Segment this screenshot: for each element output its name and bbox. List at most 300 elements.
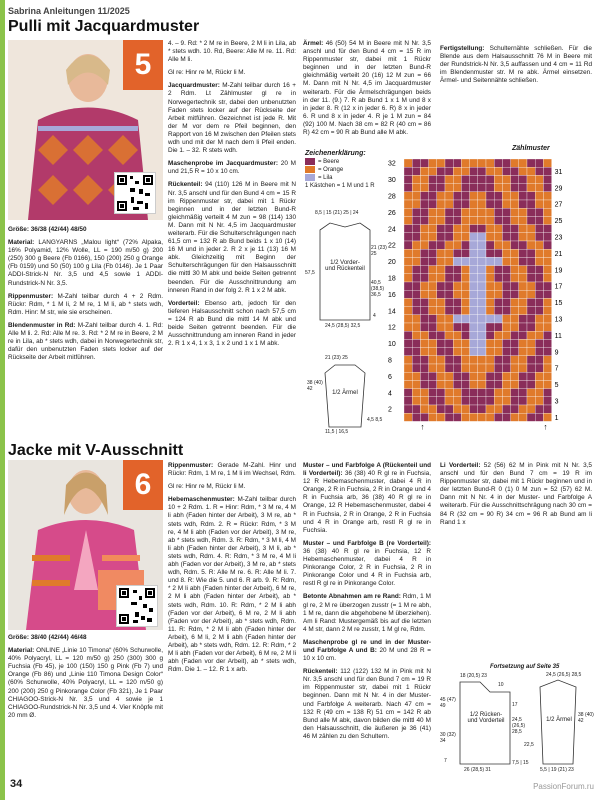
chart-cell	[470, 389, 478, 397]
dim6-12: 5,5 | 19 (21) 23	[540, 767, 574, 773]
chart-cell	[461, 339, 469, 347]
chart-cell	[486, 208, 494, 216]
legend-orange: = Orange	[305, 166, 385, 174]
chart-cell	[478, 192, 486, 200]
chart-cell	[453, 364, 461, 372]
chart-cell	[502, 290, 510, 298]
chart-cell	[527, 389, 535, 397]
chart-cell	[445, 372, 453, 380]
chart-cell	[437, 339, 445, 347]
chart-cell	[453, 266, 461, 274]
chart-cell	[445, 282, 453, 290]
chart-cell	[511, 257, 519, 265]
chart-cell	[453, 339, 461, 347]
chart-cell	[535, 405, 543, 413]
chart-cell	[420, 241, 428, 249]
chart-cell	[494, 184, 502, 192]
chart-cell	[429, 364, 437, 372]
chart-cell	[420, 298, 428, 306]
chart-cell	[404, 184, 412, 192]
project6-number-badge: 6	[123, 460, 163, 510]
chart-cell	[445, 167, 453, 175]
chart-cell	[420, 348, 428, 356]
chart-cell	[404, 290, 412, 298]
chart-cell	[478, 184, 486, 192]
chart-cell	[543, 175, 551, 183]
chart-cell	[445, 257, 453, 265]
chart-cell	[511, 339, 519, 347]
chart-cell	[404, 413, 412, 421]
chart-cell	[470, 282, 478, 290]
chart-cell	[502, 266, 510, 274]
chart-cell	[543, 241, 551, 249]
schematic6-sleeve-label: 1/2 Ärmel	[546, 717, 572, 723]
chart-cell	[543, 397, 551, 405]
chart-cell	[478, 315, 486, 323]
chart-cell	[527, 282, 535, 290]
chart-cell	[511, 249, 519, 257]
page-number: 34	[10, 778, 23, 790]
dim6-7: 7	[444, 758, 447, 764]
chart-cell	[470, 315, 478, 323]
chart-cell	[527, 266, 535, 274]
chart-cell	[486, 323, 494, 331]
chart-cell	[502, 200, 510, 208]
chart-cell	[502, 307, 510, 315]
chart-cell	[527, 175, 535, 183]
chart-cell	[404, 315, 412, 323]
chart-cell	[445, 175, 453, 183]
chart-row-label-left: 26	[388, 209, 396, 217]
chart-cell	[412, 389, 420, 397]
chart-cell	[404, 192, 412, 200]
chart-cell	[453, 405, 461, 413]
chart-cell	[494, 372, 502, 380]
chart-cell	[429, 175, 437, 183]
chart-cell	[412, 405, 420, 413]
dim6-4: 17	[512, 702, 518, 708]
chart-cell	[404, 339, 412, 347]
chart-cell	[470, 298, 478, 306]
chart-cell	[470, 159, 478, 167]
chart-cell	[511, 380, 519, 388]
chart-cell	[461, 192, 469, 200]
chart-cell	[478, 257, 486, 265]
chart-cell	[478, 339, 486, 347]
swatch-orange	[305, 166, 315, 173]
dim6-5: 24,5 (26,5) 28,5	[512, 717, 526, 735]
chart-cell	[420, 216, 428, 224]
chart-row-label-left: 10	[388, 341, 396, 349]
chart-cell	[445, 159, 453, 167]
chart-cell	[437, 397, 445, 405]
project6-mfb: Muster – und Farbfolge B (re Vorderteil): 36 (38) 40 R gl re in Fuchsia, 12 R Hebemaschenmuster, dabei 4 R in Pinkorange Color, 2 R in Fuchsia, 2 R in Pinkorange Color und 4 R in Fuchsia arb, restl R gl re in Pinkorange Color.	[303, 539, 431, 588]
chart-cell	[429, 405, 437, 413]
chart-cell	[494, 331, 502, 339]
chart-cell	[478, 364, 486, 372]
chart-cell	[461, 405, 469, 413]
chart-cell	[453, 167, 461, 175]
chart-cell	[486, 389, 494, 397]
chart-cell	[470, 413, 478, 421]
chart-cell	[453, 413, 461, 421]
chart-cell	[494, 233, 502, 241]
chart-cell	[527, 323, 535, 331]
chart-cell	[543, 257, 551, 265]
chart-cell	[519, 282, 527, 290]
chart-cell	[429, 389, 437, 397]
chart-cell	[437, 266, 445, 274]
chart-cell	[543, 405, 551, 413]
chart-cell	[470, 175, 478, 183]
chart-cell	[527, 380, 535, 388]
chart-cell	[429, 307, 437, 315]
chart-cell	[543, 389, 551, 397]
chart-cell	[420, 266, 428, 274]
chart-cell	[470, 200, 478, 208]
chart-row-label-left: 18	[388, 275, 396, 283]
chart-cell	[470, 257, 478, 265]
chart-cell	[494, 405, 502, 413]
chart-cell	[519, 192, 527, 200]
chart-cell	[420, 339, 428, 347]
chart-cell	[429, 159, 437, 167]
chart-cell	[470, 372, 478, 380]
chart-cell	[502, 233, 510, 241]
chart-cell	[437, 208, 445, 216]
chart-cell	[519, 167, 527, 175]
chart-cell	[502, 175, 510, 183]
project6-glatt: Gl re: Hinr re M, Rückr li M.	[168, 483, 246, 491]
chart-cell	[511, 397, 519, 405]
chart-cell	[404, 348, 412, 356]
chart-cell	[527, 274, 535, 282]
chart-cell	[543, 200, 551, 208]
chart-cell	[437, 184, 445, 192]
project5-qr-code[interactable]	[114, 172, 156, 214]
chart-row-label-right: 11	[554, 332, 562, 340]
chart-cell	[412, 339, 420, 347]
chart-cell	[437, 323, 445, 331]
chart-title: Zählmuster	[512, 145, 550, 152]
chart-cell	[453, 290, 461, 298]
chart-cell	[511, 241, 519, 249]
chart-row-label-left: 4	[388, 390, 392, 398]
chart-cell	[494, 249, 502, 257]
chart-cell	[486, 282, 494, 290]
dim6-2: 10	[498, 682, 504, 688]
chart-cell	[420, 257, 428, 265]
chart-cell	[420, 356, 428, 364]
chart-cell	[502, 167, 510, 175]
chart-cell	[486, 175, 494, 183]
chart-cell	[420, 397, 428, 405]
schematic-drawing	[305, 205, 390, 435]
chart-cell	[412, 208, 420, 216]
chart-cell	[494, 323, 502, 331]
chart-cell	[429, 380, 437, 388]
chart-cell	[478, 290, 486, 298]
chart-cell	[437, 282, 445, 290]
project5-material: Material: LANGYARNS „Malou light“ (72% Alpaka, 16% Polyamid, 12% Wolle, LL = 190 m/50 g) 200 (250) 300 g Beere (Fb 0166), 150 (200) 250 g Orange (Fb 0159) und 50 (50) 100 g Lila (Fb 0146). Je 1 Paar ADDI-Strick-N Nr. 3,5 und 4,5 sowie 1 ADDI-Rundstrick-N Nr. 3,5.	[8, 239, 163, 287]
chart-cell	[429, 356, 437, 364]
chart-cell	[519, 413, 527, 421]
chart-cell	[461, 372, 469, 380]
chart-cell	[486, 339, 494, 347]
chart-cell	[543, 159, 551, 167]
chart-cell	[494, 290, 502, 298]
legend-title: Zeichenerklärung:	[305, 150, 366, 157]
chart-cell	[486, 159, 494, 167]
chart-cell	[445, 339, 453, 347]
chart-cell	[511, 159, 519, 167]
knitting-chart	[386, 155, 596, 430]
chart-cell	[461, 184, 469, 192]
chart-cell	[511, 208, 519, 216]
chart-cell	[519, 233, 527, 241]
chart-cell	[535, 372, 543, 380]
chart-cell	[527, 364, 535, 372]
chart-cell	[470, 397, 478, 405]
chart-cell	[461, 208, 469, 216]
chart-cell	[404, 175, 412, 183]
chart-cell	[412, 372, 420, 380]
chart-cell	[437, 307, 445, 315]
chart-cell	[543, 233, 551, 241]
chart-cell	[527, 413, 535, 421]
project5-column2	[168, 40, 296, 353]
chart-cell	[461, 380, 469, 388]
chart-cell	[445, 249, 453, 257]
chart-cell	[502, 298, 510, 306]
repeat-start-arrow-icon: ↑	[420, 422, 425, 430]
chart-cell	[404, 356, 412, 364]
chart-cell	[494, 159, 502, 167]
chart-row-label-left: 22	[388, 242, 396, 250]
chart-cell	[494, 192, 502, 200]
chart-cell	[478, 397, 486, 405]
chart-cell	[494, 298, 502, 306]
chart-cell	[420, 167, 428, 175]
chart-cell	[511, 274, 519, 282]
chart-cell	[404, 274, 412, 282]
chart-cell	[535, 339, 543, 347]
chart-cell	[437, 257, 445, 265]
chart-cell	[511, 307, 519, 315]
chart-cell	[502, 274, 510, 282]
chart-cell	[494, 380, 502, 388]
chart-cell	[429, 249, 437, 257]
chart-cell	[445, 298, 453, 306]
chart-cell	[445, 290, 453, 298]
chart-row-label-left: 16	[388, 291, 396, 299]
chart-cell	[494, 389, 502, 397]
chart-cell	[486, 298, 494, 306]
chart-cell	[404, 372, 412, 380]
chart-cell	[437, 225, 445, 233]
chart-cell	[502, 184, 510, 192]
chart-cell	[535, 184, 543, 192]
chart-cell	[502, 380, 510, 388]
chart-cell	[412, 167, 420, 175]
chart-cell	[420, 372, 428, 380]
chart-cell	[420, 331, 428, 339]
chart-cell	[519, 266, 527, 274]
chart-cell	[519, 339, 527, 347]
chart-cell	[429, 339, 437, 347]
chart-cell	[543, 307, 551, 315]
chart-cell	[535, 290, 543, 298]
chart-cell	[478, 200, 486, 208]
chart-cell	[461, 307, 469, 315]
chart-cell	[404, 216, 412, 224]
chart-cell	[412, 266, 420, 274]
chart-cell	[486, 315, 494, 323]
chart-cell	[519, 380, 527, 388]
repeat-end-arrow-icon: ↑	[543, 422, 548, 430]
chart-cell	[494, 315, 502, 323]
chart-cell	[429, 323, 437, 331]
project6-column2	[168, 462, 296, 679]
chart-cell	[486, 356, 494, 364]
project5-photo	[8, 40, 163, 220]
chart-cell	[535, 192, 543, 200]
chart-cell	[429, 290, 437, 298]
chart-cell	[412, 348, 420, 356]
chart-cell	[502, 389, 510, 397]
chart-cell	[486, 257, 494, 265]
chart-cell	[502, 216, 510, 224]
chart-cell	[453, 323, 461, 331]
magazine-header: Sabrina Anleitungen 11/2025	[8, 6, 130, 16]
chart-cell	[527, 290, 535, 298]
dim-sleeve-top: 21 (23) 25	[325, 355, 348, 361]
chart-cell	[519, 323, 527, 331]
chart-cell	[461, 257, 469, 265]
chart-cell	[502, 364, 510, 372]
chart-cell	[437, 216, 445, 224]
chart-cell	[461, 266, 469, 274]
chart-cell	[437, 315, 445, 323]
chart-cell	[445, 225, 453, 233]
chart-cell	[486, 380, 494, 388]
chart-cell	[478, 348, 486, 356]
chart-cell	[543, 315, 551, 323]
chart-cell	[494, 307, 502, 315]
chart-cell	[519, 405, 527, 413]
chart-cell	[453, 208, 461, 216]
chart-cell	[511, 290, 519, 298]
chart-cell	[535, 348, 543, 356]
chart-cell	[502, 397, 510, 405]
chart-cell	[543, 372, 551, 380]
chart-cell	[461, 200, 469, 208]
chart-cell	[543, 348, 551, 356]
chart-cell	[519, 200, 527, 208]
chart-cell	[437, 274, 445, 282]
chart-cell	[535, 167, 543, 175]
chart-cell	[494, 356, 502, 364]
chart-row-label-right: 19	[554, 267, 563, 275]
chart-cell	[478, 413, 486, 421]
chart-cell	[412, 307, 420, 315]
chart-cell	[486, 184, 494, 192]
chart-cell	[543, 356, 551, 364]
chart-row-label-right: 3	[554, 398, 559, 406]
chart-row-label-right: 1	[554, 414, 559, 422]
chart-cell	[429, 298, 437, 306]
chart-cell	[412, 241, 420, 249]
chart-cell	[420, 159, 428, 167]
chart-cell	[461, 413, 469, 421]
chart-cell	[519, 159, 527, 167]
chart-cell	[486, 233, 494, 241]
chart-cell	[478, 233, 486, 241]
chart-cell	[511, 298, 519, 306]
project6-qr-code[interactable]	[116, 585, 158, 627]
chart-row-label-left: 14	[388, 308, 396, 316]
project5-jacquard: Jacquardmuster: M-Zahl teilbar durch 16 + 2 Rdm. Lt Zählmuster gl re in Norwegertechnik str, dabei den unbenutzten Faden stets locker auf der Rückseite der Arbeit mitführen. Gezeichnet ist jede R. Mit der M vor dem re Pfeil beginnen, den Rapport von 16 M zwischen den Pfeilen stets wdh und mit der M nach dem li Pfeil enden. Die 1. – 32. R stets wdh.	[168, 82, 296, 155]
chart-cell	[478, 274, 486, 282]
chart-cell	[535, 233, 543, 241]
chart-cell	[519, 208, 527, 216]
watermark: PassionForum.ru	[533, 782, 594, 791]
chart-cell	[445, 200, 453, 208]
chart-cell	[470, 364, 478, 372]
project5-aermel: Ärmel: 46 (50) 54 M in Beere mit N Nr. 3,5 anschl und für den Bund 4 cm = 15 R im Rippenmuster str, dabei mit 1 Rückr beginnen und in der letzten Bund-R gleichmäßig verteilt 20 (16) 12 M zun = 66 M. Dann mit N Nr. 4,5 im Jacquardmuster weiterarb. Für die Ärmelschrägungen beids in der 11. (9.) 7. R ab Bund 1 x 1 M und 8 x in jeder 8. R (12 x in jeder 6. R) 8 x in jeder 6. R und 8 x in jeder 4. R je 1 M zun = 84 (92) 100 M. Nach 38 cm = 82 R (40 cm = 86 R) 42 cm = 90 R ab Bund alle M abk.	[303, 40, 431, 137]
chart-cell	[445, 233, 453, 241]
chart-cell	[429, 167, 437, 175]
chart-cell	[429, 348, 437, 356]
chart-cell	[502, 413, 510, 421]
chart-cell	[535, 380, 543, 388]
chart-row-label-right: 27	[554, 201, 563, 209]
dim-right: 40,5 (38,5) 36,5	[371, 280, 385, 298]
chart-cell	[543, 274, 551, 282]
chart-cell	[535, 241, 543, 249]
chart-cell	[404, 225, 412, 233]
chart-cell	[445, 323, 453, 331]
chart-cell	[511, 364, 519, 372]
chart-cell	[486, 307, 494, 315]
chart-cell	[502, 323, 510, 331]
chart-cell	[519, 331, 527, 339]
chart-cell	[461, 348, 469, 356]
chart-cell	[494, 216, 502, 224]
chart-cell	[420, 274, 428, 282]
chart-cell	[404, 208, 412, 216]
chart-cell	[461, 233, 469, 241]
dim-bottom2: 4	[373, 313, 376, 319]
chart-cell	[478, 241, 486, 249]
chart-cell	[429, 216, 437, 224]
chart-cell	[478, 266, 486, 274]
chart-cell	[519, 397, 527, 405]
chart-cell	[437, 233, 445, 241]
chart-cell	[478, 405, 486, 413]
chart-cell	[519, 298, 527, 306]
chart-cell	[445, 315, 453, 323]
chart-cell	[527, 192, 535, 200]
project6-column4	[440, 462, 592, 532]
chart-cell	[412, 282, 420, 290]
chart-cell	[461, 274, 469, 282]
chart-row-label-right: 13	[554, 316, 563, 324]
chart-cell	[404, 323, 412, 331]
chart-cell	[527, 249, 535, 257]
project5-schematic	[305, 205, 390, 435]
chart-cell	[437, 241, 445, 249]
